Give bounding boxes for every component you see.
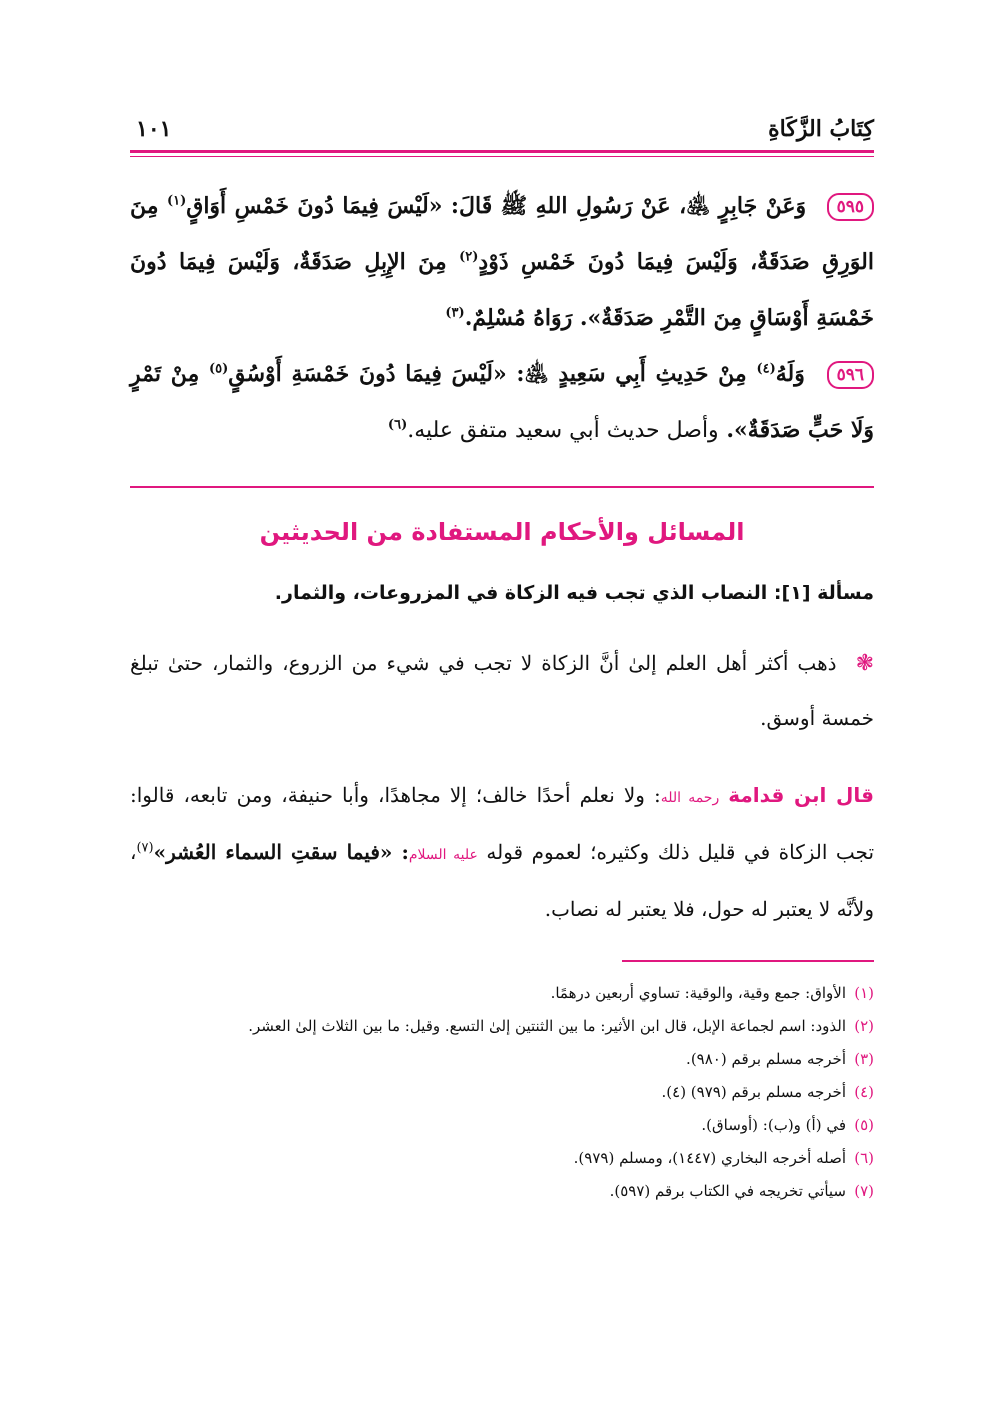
- paragraph-2: [130, 768, 874, 936]
- header-rule: [130, 150, 874, 153]
- footnote-number: (١): [854, 984, 874, 1002]
- footnote-ref-4: (٤): [756, 361, 776, 377]
- footnote: [130, 1011, 874, 1041]
- book-title: كِتَابُ الزَّكَاةِ: [768, 116, 874, 142]
- header-rule-thin: [130, 156, 874, 157]
- issue-title: مسألة [١]: النصاب الذي تجب فيه الزكاة في المزروعات، والثمار.: [274, 582, 874, 604]
- hadith-596-text-a: وَلَهُ: [775, 361, 805, 387]
- hadith-number-596: ٥٩٦: [827, 361, 874, 389]
- footnote-text: في (أ) و(ب): (أوساق).: [701, 1116, 846, 1134]
- paragraph-2-text-b: ، ولأنَّه لا يعتبر له حول، فلا يعتبر له نصاب.: [130, 840, 874, 921]
- section-title: المسائل والأحكام المستفادة من الحديثين: [259, 518, 745, 546]
- footnote-ref-7: (٧): [136, 840, 154, 856]
- hadith-number-595: ٥٩٥: [827, 193, 874, 221]
- footnote-number: (٣): [854, 1050, 874, 1068]
- footnote-text: سيأتي تخريجه في الكتاب برقم (٥٩٧).: [609, 1182, 846, 1200]
- paragraph-1-text: ذهب أكثر أهل العلم إلىٰ أنَّ الزكاة لا تجب في شيء من الزروع، والثمار، حتىٰ تبلغ خمسة أوسق.: [130, 651, 874, 730]
- speaker-name: قال ابن قدامة: [728, 783, 874, 807]
- footnote-ref-2: (٢): [459, 249, 479, 265]
- footnote-text: الذود: اسم لجماعة الإبل، قال ابن الأثير: ما بين الثنتين إلىٰ التسع. وقيل: ما بين الثلاث إلىٰ العشر.: [248, 1017, 846, 1035]
- hadith-596-text-d: وأصل حديث أبي سعيد متفق عليه.: [407, 418, 719, 443]
- hadith-596-text-c: مِنْ تَمْرٍ وَلَا حَبٍّ صَدَقَةٌ».: [130, 361, 874, 443]
- footnote: [130, 1176, 874, 1206]
- footnote-ref-3: (٣): [445, 305, 465, 321]
- footnote: [130, 1044, 874, 1074]
- hadith-595-line-2: مِنَ الوَرِقِ صَدَقَةٌ، وَلَيْسَ فِيمَا دُونَ خَمْسِ ذَوْدٍ: [130, 193, 874, 275]
- footnote-ref-6: (٦): [387, 417, 408, 433]
- footnote-number: (٢): [854, 1017, 874, 1035]
- footnote-ref-5: (٥): [208, 361, 229, 377]
- page-header: [130, 112, 874, 152]
- hadith-block: [130, 178, 874, 459]
- paragraph-1: [130, 636, 874, 745]
- hadith-595: [130, 178, 874, 346]
- hadith-595-line-1: وَعَنْ جَابِرٍ ﵁، عَنْ رَسُولِ اللهِ ﷺ قَالَ: «لَيْسَ فِيمَا دُونَ خَمْسِ أَوَاقٍ: [186, 193, 807, 219]
- footnote-number: (٦): [854, 1149, 874, 1167]
- footnote-number: (٤): [854, 1083, 874, 1101]
- footnote: [130, 1077, 874, 1107]
- hadith-595-line-3: مِنَ الإِبِلِ صَدَقَةٌ، وَلَيْسَ فِيمَا دُونَ خَمْسَةِ أَوْسَاقٍ مِنَ التَّمْرِ صَدَقَةٌ». رَوَاهُ مُسْلِمٌ.: [130, 249, 874, 331]
- honorific-glyph-2: عليه السلام: [408, 847, 478, 863]
- footnote-text: الأواق: جمع وقية، والوقية: تساوي أربعين درهمًا.: [550, 984, 846, 1002]
- page-number: ١٠١: [136, 116, 172, 142]
- footnote-ref-1: (١): [166, 193, 187, 209]
- honorific-glyph: رحمه الله: [660, 790, 720, 806]
- footnote-text: أخرجه مسلم برقم (٩٨٠).: [686, 1050, 846, 1068]
- footnote: [130, 978, 874, 1008]
- flower-bullet-icon: ❃: [855, 651, 875, 676]
- footnote-separator: [622, 960, 874, 962]
- hadith-596-text-b: مِنْ حَدِيثِ أَبِي سَعِيدٍ ﵁: «لَيْسَ فِيمَا دُونَ خَمْسَةِ أَوْسُقٍ: [228, 361, 747, 387]
- footnote: [130, 1143, 874, 1173]
- prophetic-quote: : «فيما سقتِ السماء العُشر»: [153, 840, 409, 864]
- hadith-bottom-rule: [130, 486, 874, 488]
- footnote-number: (٥): [854, 1116, 874, 1134]
- footnote: [130, 1110, 874, 1140]
- footnote-number: (٧): [854, 1182, 874, 1200]
- paragraph-2-text-a: : ولا نعلم أحدًا خالف؛ إلا مجاهدًا، وأبا حنيفة، ومن تابعه، قالوا: تجب الزكاة في قليل ذلك وكثيره؛ لعموم قوله: [130, 783, 875, 864]
- footnote-text: أصله أخرجه البخاري (١٤٤٧)، ومسلم (٩٧٩).: [573, 1149, 846, 1167]
- hadith-596: [130, 346, 874, 459]
- footnotes: [130, 978, 874, 1209]
- footnote-text: أخرجه مسلم برقم (٩٧٩) (٤).: [661, 1083, 846, 1101]
- page: [130, 0, 874, 1418]
